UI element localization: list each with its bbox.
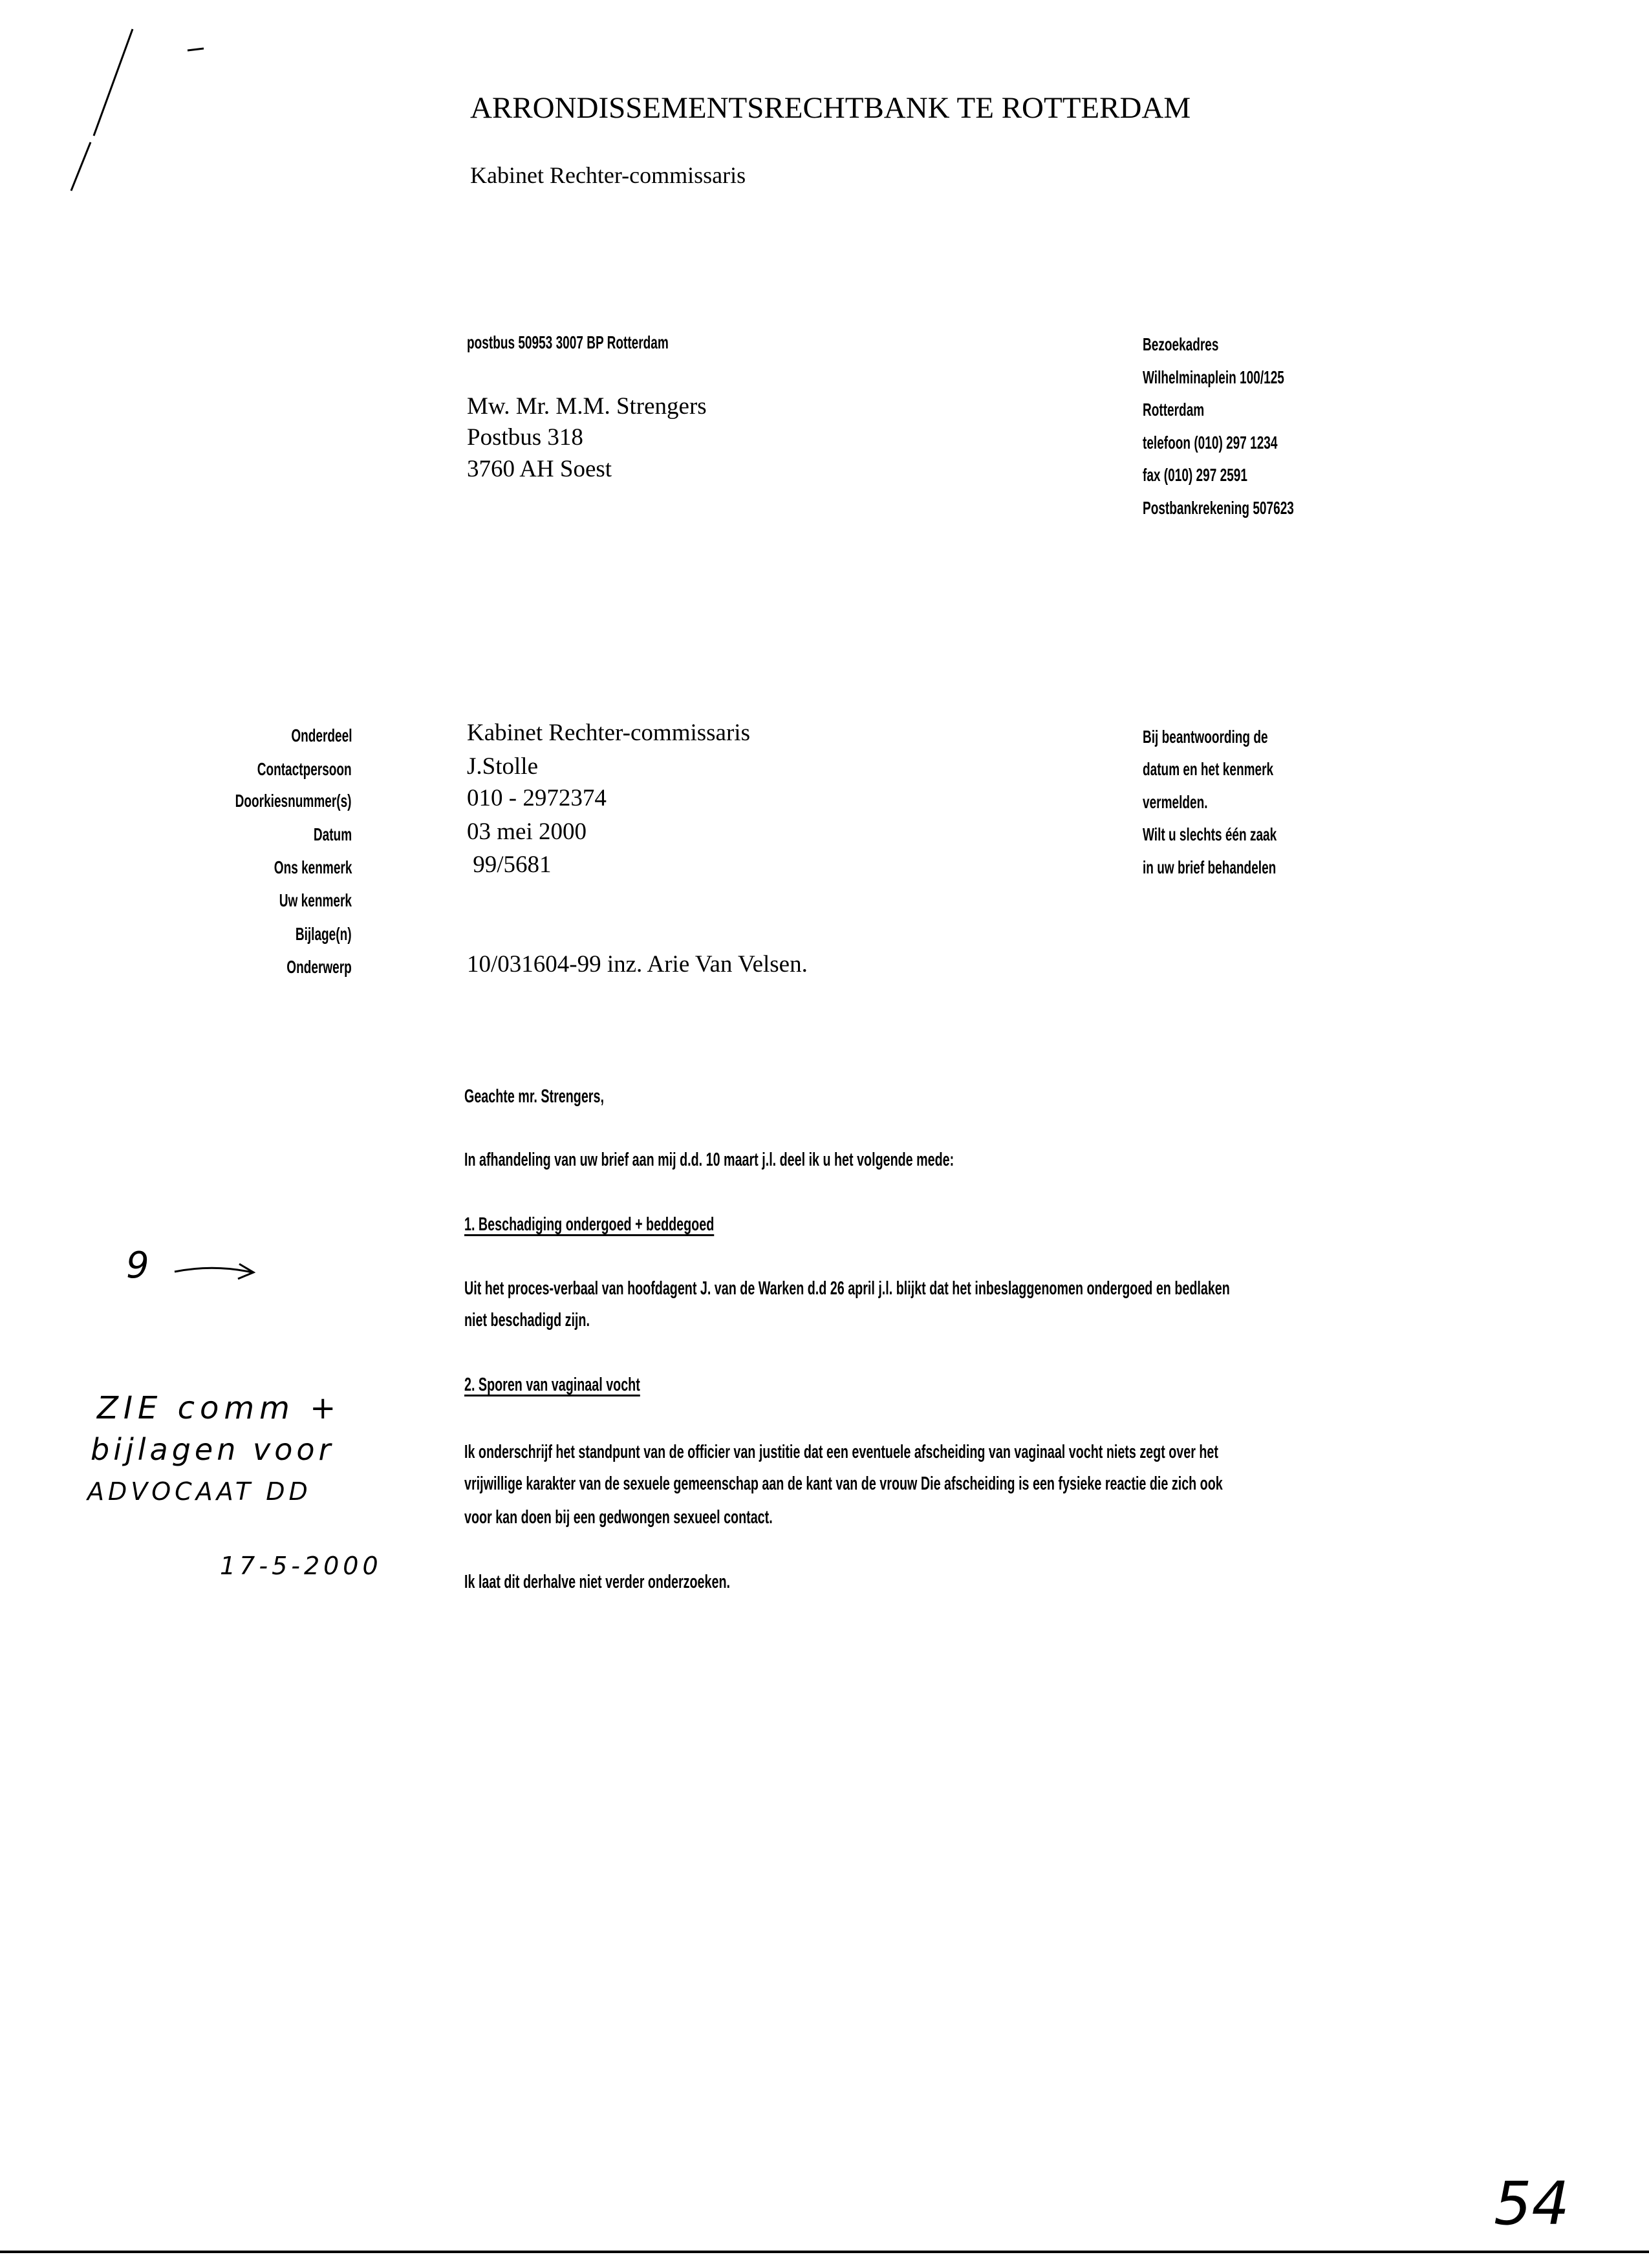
section-2-line: voor kan doen bij een gedwongen sexueel contact. bbox=[464, 1507, 773, 1528]
field-value: 10/031604-99 inz. Arie Van Velsen. bbox=[467, 951, 808, 978]
reply-note-line: datum en het kenmerk bbox=[1143, 759, 1274, 779]
section-2-heading bbox=[464, 1375, 640, 1396]
reply-note-line: Wilt u slechts één zaak bbox=[1143, 824, 1277, 844]
field-label: Onderwerp bbox=[286, 957, 352, 977]
court-title: ARRONDISSEMENTSRECHTBANK TE ROTTERDAM bbox=[470, 91, 1191, 125]
field-value: Kabinet Rechter-commissaris bbox=[467, 720, 750, 746]
recipient-name: Mw. Mr. M.M. Strengers bbox=[467, 393, 707, 420]
field-value: J.Stolle bbox=[467, 753, 538, 780]
visit-address-line: telefoon (010) 297 1234 bbox=[1143, 433, 1278, 453]
field-label: Doorkiesnummer(s) bbox=[235, 791, 352, 811]
section-1-line: Uit het proces-verbaal van hoofdagent J. van de Warken d.d 26 april j.l. blijkt dat het inbeslaggenomen ondergoed en bedlaken bbox=[464, 1278, 1230, 1299]
section-1-line: niet beschadigd zijn. bbox=[464, 1310, 590, 1331]
field-value: 010 - 2972374 bbox=[467, 785, 607, 811]
section-1-heading bbox=[464, 1214, 714, 1236]
handwritten-note-line: bijlagen voor bbox=[91, 1432, 335, 1467]
field-label: Ons kenmerk bbox=[274, 857, 352, 877]
field-label: Uw kenmerk bbox=[279, 890, 352, 910]
section-1-heading-text: 1. Beschadiging ondergoed + beddegoed bbox=[464, 1214, 715, 1235]
section-2-line: Ik onderschrijf het standpunt van de officier van justitie dat een eventuele afscheiding van vaginaal vocht niets zegt over het bbox=[464, 1442, 1218, 1462]
page-number: 54 bbox=[1494, 2169, 1570, 2238]
visit-address-line: Postbankrekening 507623 bbox=[1143, 498, 1294, 518]
field-label: Datum bbox=[313, 824, 352, 844]
field-value: 99/5681 bbox=[467, 851, 552, 878]
department-subtitle: Kabinet Rechter-commissaris bbox=[470, 162, 746, 188]
arrow-icon bbox=[175, 1268, 252, 1272]
section-2-line: vrijwillige karakter van de sexuele gemeenschap aan de kant van de vrouw Die afscheiding is een fysieke reactie die zich ook bbox=[464, 1473, 1223, 1494]
section-2-heading-text: 2. Sporen van vaginaal vocht bbox=[464, 1375, 640, 1395]
visit-address-line: Rotterdam bbox=[1143, 400, 1205, 420]
recipient-street: Postbus 318 bbox=[467, 424, 583, 451]
salutation: Geachte mr. Strengers, bbox=[464, 1086, 604, 1107]
handwritten-note-line: 17-5-2000 bbox=[220, 1552, 382, 1580]
field-label: Bijlage(n) bbox=[296, 924, 352, 944]
recipient-city: 3760 AH Soest bbox=[467, 456, 612, 482]
reply-note-line: Bij beantwoording de bbox=[1143, 727, 1268, 747]
reply-note-line: vermelden. bbox=[1143, 792, 1208, 812]
field-label: Contactpersoon bbox=[257, 759, 352, 779]
visit-address-line: Wilhelminaplein 100/125 bbox=[1143, 367, 1284, 387]
visit-address-line: fax (010) 297 2591 bbox=[1143, 465, 1247, 485]
field-value: 03 mei 2000 bbox=[467, 818, 587, 845]
closing-line: Ik laat dit derhalve niet verder onderzoeken. bbox=[464, 1572, 730, 1592]
field-label: Onderdeel bbox=[290, 725, 352, 745]
reply-note-line: in uw brief behandelen bbox=[1143, 857, 1277, 877]
visit-address-label: Bezoekadres bbox=[1143, 334, 1219, 354]
intro-paragraph: In afhandeling van uw brief aan mij d.d. 10 maart j.l. deel ik u het volgende mede: bbox=[464, 1150, 954, 1170]
sender-address: postbus 50953 3007 BP Rotterdam bbox=[467, 332, 669, 352]
handwritten-note-line: ZIE comm + bbox=[97, 1390, 341, 1426]
handwritten-note-line: ADVOCAAT DD bbox=[87, 1477, 312, 1506]
margin-mark: 9 bbox=[126, 1245, 149, 1287]
